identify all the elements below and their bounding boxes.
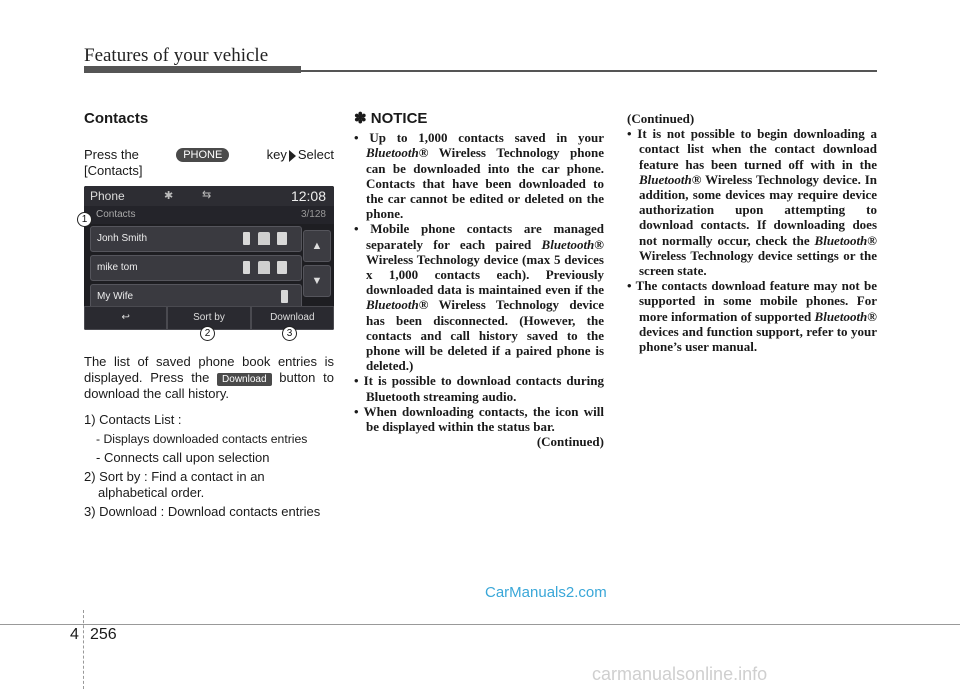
header-rule: [301, 70, 877, 72]
download-badge: Download: [217, 373, 271, 386]
notice-heading: ✽ NOTICE: [354, 110, 428, 127]
contact-row[interactable]: [90, 226, 302, 252]
description-end: button to download the call history.: [84, 370, 334, 401]
page-number: 256: [90, 626, 117, 643]
list-item: 2) Sort by : Find a contact in an alphabetical order.: [84, 469, 265, 500]
back-button[interactable]: ↩: [84, 306, 167, 330]
scroll-up-button[interactable]: ▲: [303, 230, 331, 262]
sort-by-button[interactable]: Sort by: [167, 306, 250, 330]
select-text: Select: [297, 147, 334, 162]
screen-title: Phone: [90, 189, 125, 203]
contacts-items: [84, 412, 334, 520]
notice-list: [354, 130, 604, 434]
marker-3: 3: [282, 326, 297, 341]
contact-count: 3/128: [300, 209, 326, 220]
home-icon: [258, 261, 270, 274]
office-icon: [277, 232, 287, 245]
contact-row[interactable]: [90, 255, 302, 281]
screen-status-bar: [84, 186, 334, 206]
section-number: 4: [70, 626, 79, 643]
list-item: 3) Download : Download contacts entries: [84, 504, 321, 519]
list-item: • The contacts download feature may not be supported in some mobile phones. For more information of supported Bluetooth® devices and function support, refer to your phone’s user manual.: [627, 278, 877, 355]
scroll-down-button[interactable]: ▼: [303, 265, 331, 297]
screen-time: 12:08: [290, 188, 326, 204]
list-item: • It is not possible to begin downloading a contact list when the contact download feature has been turned off with in the Bluetooth® Wireless Technology device. In addition, some devices may require device authorization upon attempting to download contacts. If downloading does not normally occur, check the Bluetooth® Wireless Technology device settings or the screen state.: [627, 126, 877, 279]
list-item: - Connects call upon selection: [96, 450, 270, 465]
watermark-link[interactable]: CarManuals2.com: [485, 584, 607, 601]
footer-rule: [0, 624, 960, 625]
home-icon: [258, 232, 270, 245]
continued-heading: (Continued): [627, 111, 695, 126]
mobile-icon: [243, 261, 250, 274]
key-select-group: [267, 147, 334, 163]
continued-label: (Continued): [536, 434, 604, 450]
office-icon: [277, 261, 287, 274]
screen-subtitle: Contacts: [96, 209, 136, 220]
notice-section: [354, 111, 604, 449]
list-item: • It is possible to download contacts during Bluetooth streaming audio.: [354, 373, 604, 404]
marker-2: 2: [200, 326, 215, 341]
list-item: • Up to 1,000 contacts saved in your Bluetooth® Wireless Technology phone can be downloaded into the car phone. Contacts that have been downloaded to the car cannot be edited or deleted on the phone.: [354, 130, 604, 222]
download-button[interactable]: Download: [251, 306, 334, 330]
description-text: The list of saved phone book entries is displayed. Press the: [84, 354, 334, 385]
notice-continued-list: [627, 126, 877, 354]
list-item: 1) Contacts List :: [84, 412, 182, 427]
key-text: key: [266, 147, 287, 162]
page-header-title: Features of your vehicle: [84, 45, 269, 66]
phone-key-badge: PHONE: [176, 148, 229, 162]
select-target: [Contacts]: [84, 163, 143, 178]
contacts-heading: Contacts: [84, 110, 149, 127]
contact-name: Jonh Smith: [97, 233, 148, 244]
mobile-icon: [243, 232, 250, 245]
scroll-controls: [303, 230, 329, 294]
usb-icon: ⇆: [202, 189, 212, 201]
contact-name: My Wife: [97, 291, 134, 302]
list-item: • Mobile phone contacts are managed separately for each paired Bluetooth® Wireless Technology device (max 5 devices x 1,000 contacts each). Previously downloaded data is maintained even if the Bluetooth® Wireless Technology device has been disconnected. (However, the contacts and call history saved to the phone will be deleted if a paired phone is deleted.): [354, 221, 604, 374]
press-text: Press the: [84, 147, 139, 162]
screen-subtitle-bar: [84, 206, 334, 224]
contact-name: mike tom: [97, 262, 138, 273]
contacts-list: [90, 226, 302, 313]
footer-divider: [83, 610, 84, 689]
header-bar: [84, 66, 301, 73]
press-instruction: [84, 147, 334, 163]
notice-continued-section: [627, 111, 877, 354]
phone-screen: [84, 186, 334, 330]
marker-1: 1: [77, 212, 92, 227]
contacts-section: [84, 111, 334, 179]
contacts-description: [84, 354, 334, 523]
list-item: • When downloading contacts, the icon will be displayed within the status bar.: [354, 403, 604, 435]
site-watermark: carmanualsonline.info: [592, 664, 768, 684]
bluetooth-icon: ✱: [164, 190, 174, 202]
list-item: - Displays downloaded contacts entries: [96, 432, 308, 446]
arrow-right-icon: [289, 150, 296, 162]
description-paragraph: [84, 354, 334, 402]
mobile-icon: [281, 290, 288, 303]
